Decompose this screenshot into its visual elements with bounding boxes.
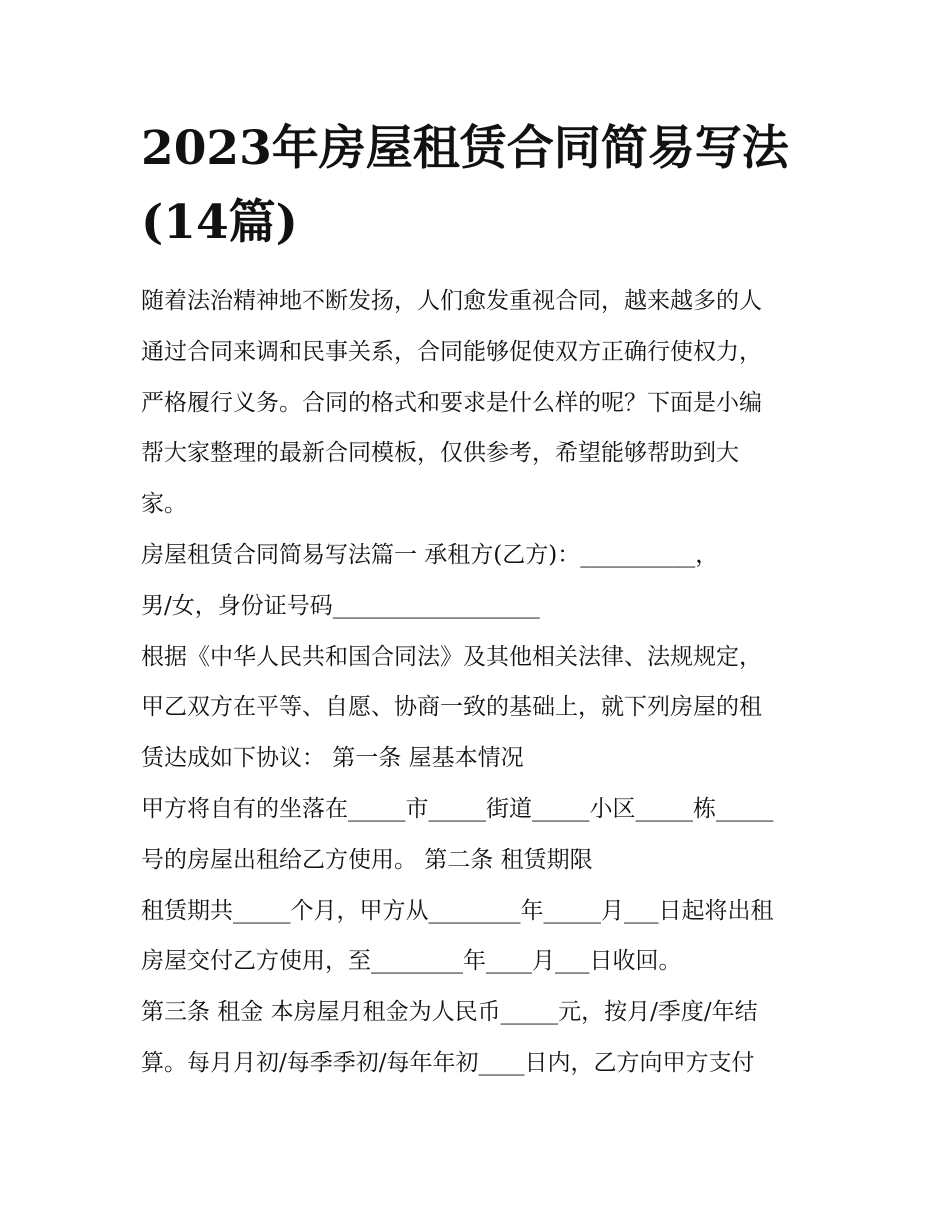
body-line: 严格履行义务。合同的格式和要求是什么样的呢？下面是小编 [141,389,762,416]
body-line: 帮大家整理的最新合同模板，仅供参考，希望能够帮助到大 [141,440,739,467]
body-line: 甲乙双方在平等、自愿、协商一致的基础上，就下列房屋的租 [141,694,762,721]
body-line: 甲方将自有的坐落在_____市_____街道_____小区_____栋_____ [141,795,774,822]
title-line-1: 2023年房屋租赁合同简易写法 [141,121,789,176]
body-line: 算。每月月初/每季季初/每年年初____日内，乙方向甲方支付 [141,1049,755,1076]
body-line: 房屋租赁合同简易写法篇一 承租方(乙方)：__________， [141,541,719,568]
body-line: 通过合同来调和民事关系，合同能够促使双方正确行使权力， [141,338,762,365]
document-body [141,276,821,1089]
body-line: 根据《中华人民共和国合同法》及其他相关法律、法规规定， [141,643,762,670]
body-line: 家。 [141,491,187,518]
body-line: 租赁期共_____个月，甲方从________年_____月___日起将出租 [141,897,774,924]
body-line: 第三条 租金 本房屋月租金为人民币_____元，按月/季度/年结 [141,999,758,1026]
body-line: 赁达成如下协议： 第一条 屋基本情况 [141,745,524,772]
document-title [141,112,821,260]
body-line: 男/女，身份证号码__________________ [141,592,540,619]
body-line: 随着法治精神地不断发扬，人们愈发重视合同，越来越多的人 [141,288,762,314]
title-line-2: (14篇) [141,195,298,250]
body-line: 房屋交付乙方使用，至________年____月___日收回。 [141,948,682,975]
body-line: 号的房屋出租给乙方使用。 第二条 租赁期限 [141,846,593,873]
